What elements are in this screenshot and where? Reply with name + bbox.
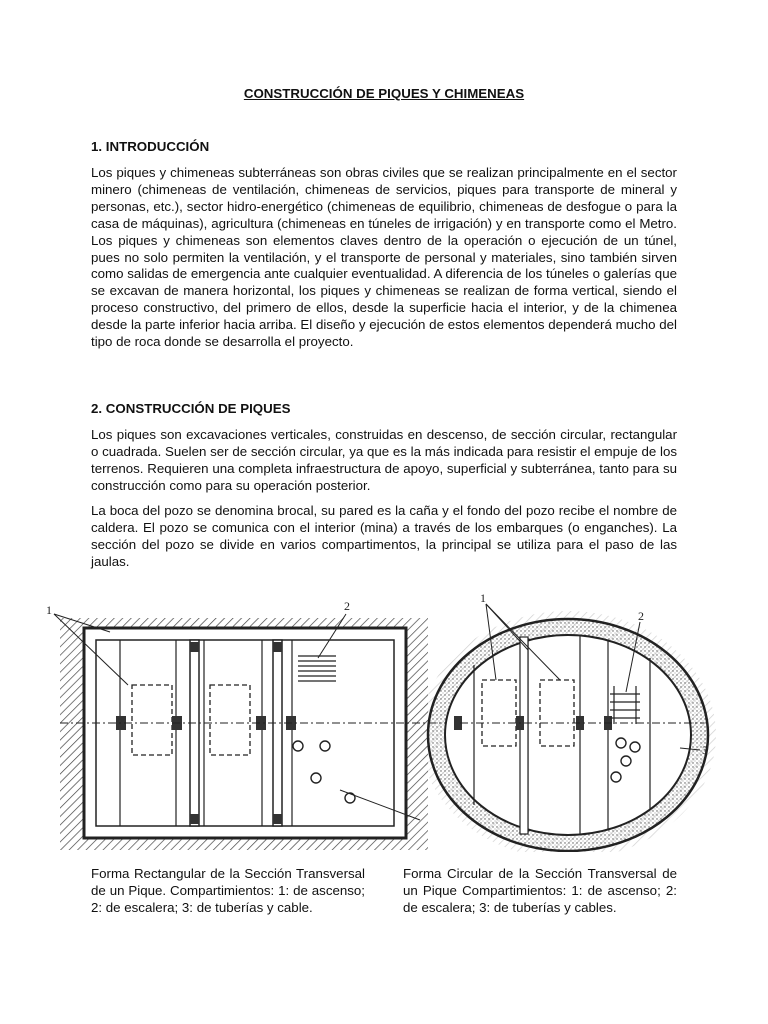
rect-label-1: 1	[46, 603, 52, 617]
circ-label-1: 1	[480, 591, 486, 605]
paragraph-introduccion: Los piques y chimeneas subterráneas son obras civiles que se realizan principalmente en el sector minero (chimeneas de ventilación, chimeneas de servicios, piques para transporte de mineral y personas, etc.), sector hidro-energético (chimeneas de equilibrio, chimeneas de desfogue o para la casa de máquinas), agricultura (chimeneas en túneles de irrigación) y en transporte como el Metro. Los piques y chimeneas son elementos claves dentro de la operación o ejecución de un túnel, pues no solo permiten la ventilación, y el transporte de personal y materiales, sino también sirven como salidas de emergencia ante cualquier eventualidad. A diferencia de los túneles o galerías que se excavan de manera horizontal, los piques y chimeneas se realizan de forma vertical, siendo el proceso constructivo, del primero de ellos, desde la superficie hacia el interior, y de la chimenea desde la parte inferior hacia arriba. El diseño y ejecución de estos elementos dependerá mucho del tipo de roca donde se desarrolla el proyecto.	[91, 165, 677, 350]
circular-section-diagram	[420, 591, 716, 852]
circ-label-2: 2	[638, 609, 644, 623]
rect-label-2: 2	[344, 599, 350, 613]
document-title: CONSTRUCCIÓN DE PIQUES Y CHIMENEAS	[243, 86, 525, 101]
shaft-cross-section-figure	[40, 590, 730, 852]
paragraph-piques-definicion: Los piques son excavaciones verticales, construidas en descenso, de sección circular, rectangular o cuadrada. Suelen ser de sección circular, ya que es la más indicada para resistir el empuje de los terrenos. Requieren una completa infraestructura de apoyo, superficial y subterránea, tanto para su construcción como para su operación posterior.	[91, 427, 677, 493]
section-heading-construccion-piques: 2. CONSTRUCCIÓN DE PIQUES	[91, 401, 291, 416]
rectangular-section-diagram	[46, 599, 460, 850]
caption-rectangular-section: Forma Rectangular de la Sección Transversal de un Pique. Compartimientos: 1: de ascenso; 2: de escalera; 3: de tuberías y cable.	[91, 866, 365, 915]
paragraph-piques-partes: La boca del pozo se denomina brocal, su pared es la caña y el fondo del pozo recibe el nombre de caldera. El pozo se comunica con el interior (mina) a través de los embarques (o enganches). La sección del pozo se divide en varios compartimentos, la principal se utiliza para el paso de las jaulas.	[91, 503, 677, 569]
shaft-interior	[96, 640, 394, 826]
section-heading-introduccion: 1. INTRODUCCIÓN	[91, 139, 210, 154]
circ-label-3: 3	[702, 743, 708, 757]
caption-circular-section: Forma Circular de la Sección Transversal de un Pique Compartimientos: 1: de ascenso; 2: de escalera; 3: de tuberías y cables.	[403, 866, 677, 915]
